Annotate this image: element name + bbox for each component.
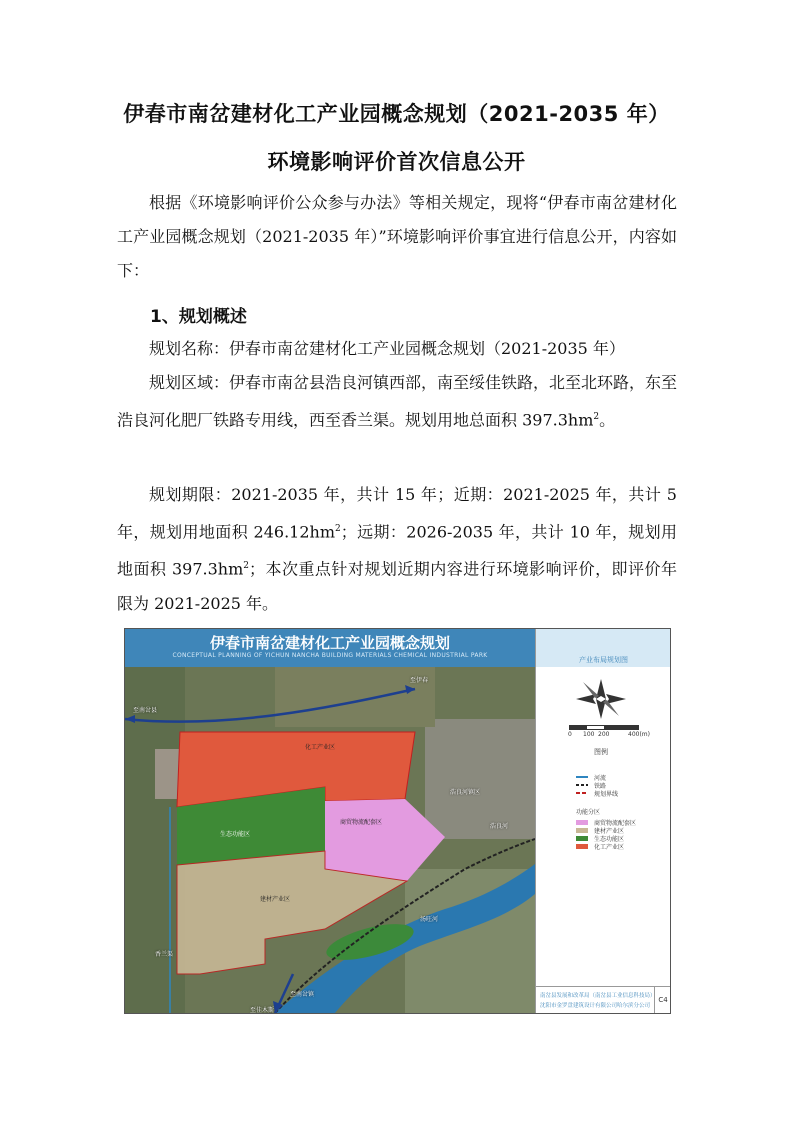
plan-period-sup1: 2 [335, 524, 341, 534]
credit-line1: 南岔县发展和改革局（南岔县工业信息科技局） [540, 993, 656, 999]
planning-map [124, 628, 671, 1014]
label-xianglan-canal: 香兰渠 [155, 951, 174, 958]
map-imagery [125, 629, 535, 1013]
map-code: C4 [654, 987, 671, 1013]
plan-area-sup: 2 [593, 412, 600, 422]
plan-period [117, 478, 677, 621]
scale-100: 100 [583, 731, 595, 738]
label-river: 汤旺河 [420, 916, 439, 923]
section-heading: 1、规划概述 [150, 307, 247, 327]
zone-swatch-trade [576, 820, 588, 825]
zone-swatch-eco [576, 836, 588, 841]
zone-legend-title: 功能分区 [576, 809, 601, 816]
label-haoliang: 浩良河 [490, 823, 509, 830]
plan-period-sup2: 2 [243, 561, 250, 572]
label-town: 浩良河镇区 [450, 789, 481, 796]
label-to-jiamusi: 至佳木斯 [250, 1007, 275, 1014]
legend-river-label: 河流 [594, 775, 607, 782]
plan-period-b: ；远期：2026-2035 年，共计 10 年，规划用地面积 397.3hm [117, 522, 677, 579]
scale-bar [569, 725, 639, 730]
plan-area [117, 366, 677, 437]
plan-name: 规划名称：伊春市南岔建材化工产业园概念规划（2021-2035 年） [149, 339, 625, 358]
zone-swatch-building [576, 828, 588, 833]
label-to-nancha-county: 至南岔县 [133, 707, 158, 714]
compass-icon [571, 674, 631, 724]
zone-swatch-chemical [576, 844, 588, 849]
zone-legend-trade: 商贸物流配套区 [594, 820, 637, 827]
label-to-yichun: 至伊春 [410, 677, 429, 684]
zone-legend-eco: 生态功能区 [594, 836, 625, 843]
label-trade-zone: 商贸物流配套区 [340, 819, 383, 826]
scale-200: 200 [598, 731, 610, 738]
legend-map-title: 产业布局规划图 [579, 656, 628, 664]
legend-title: 图例 [594, 748, 608, 756]
plan-area-text: 规划区域：伊春市南岔县浩良河镇西部，南至绥佳铁路，北至北环路，东至浩良河化肥厂铁路专用线，西至香兰渠。规划用地总面积 397.3hm [117, 373, 678, 430]
plan-area-end: 。 [599, 410, 616, 430]
zone-legend-chemical: 化工产业区 [594, 844, 625, 851]
scale-400: 400(m) [628, 731, 650, 738]
label-building-zone: 建材产业区 [260, 896, 291, 903]
label-to-nancha-town: 至南岔镇 [290, 991, 315, 998]
legend-boundary-line [576, 792, 588, 794]
map-legend-panel [535, 629, 671, 1013]
plan-period-c: ；本次重点针对规划近期内容进行环境影响评价，即评价年限为 2021-2025 年。 [117, 559, 677, 613]
label-eco-zone: 生态功能区 [220, 831, 251, 838]
map-title: 伊春市南岔建材化工产业园概念规划 [209, 634, 450, 652]
legend-boundary-label: 规划界线 [594, 791, 619, 798]
document-title-line1: 伊春市南岔建材化工产业园概念规划（2021-2035 年） [123, 102, 670, 126]
label-chemical-zone: 化工产业区 [305, 744, 336, 751]
zone-legend-building: 建材产业区 [594, 828, 625, 835]
legend-railway-label: 铁路 [594, 783, 607, 790]
credit-line2: 沈阳市金罗盘建筑设计有限公司哈尔滨分公司 [540, 1003, 651, 1009]
document-title-line2: 环境影响评价首次信息公开 [267, 150, 526, 174]
map-subtitle: CONCEPTUAL PLANNING OF YICHUN NANCHA BUILDING MATERIALS CHEMICAL INDUSTRIAL PARK [172, 652, 488, 659]
legend-river-line [576, 776, 588, 778]
scale-0: 0 [568, 731, 572, 738]
legend-railway-line [576, 784, 588, 786]
map-credit [536, 986, 671, 1013]
plan-period-a: 规划期限：2021-2035 年，共计 15 年；近期：2021-2025 年，共计 5 年，规划用地面积 246.12hm [117, 485, 677, 542]
intro-paragraph: 根据《环境影响评价公众参与办法》等相关规定，现将“伊春市南岔建材化工产业园概念规划（2021-2035 年）”环境影响评价事宜进行信息公开，内容如下： [117, 193, 677, 280]
